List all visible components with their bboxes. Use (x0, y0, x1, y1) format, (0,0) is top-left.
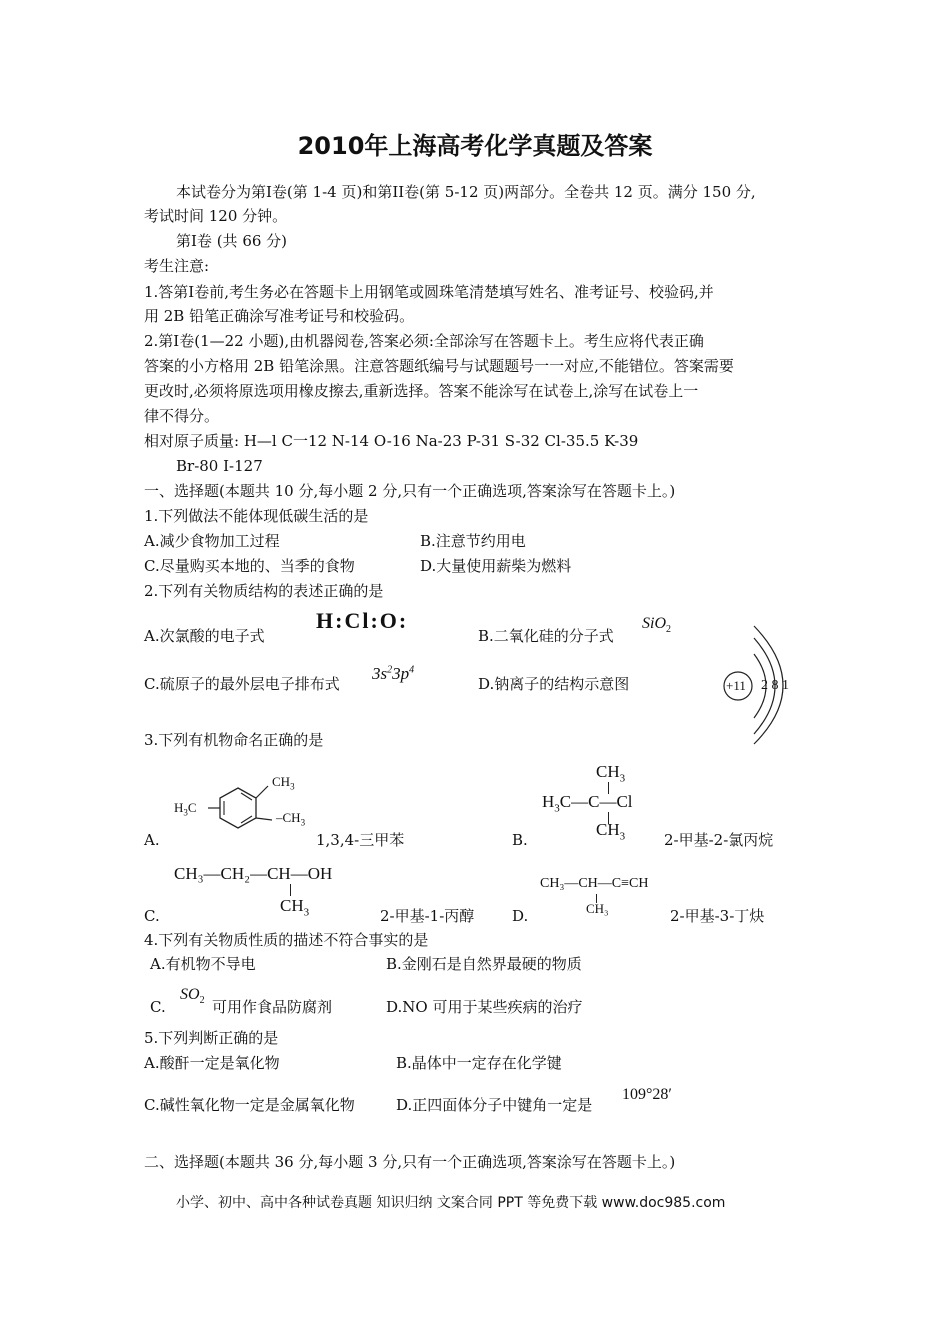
q5-option-c: C.碱性氧化物一定是金属氧化物 (144, 1096, 355, 1114)
atomic-mass-line-2: Br-80 I-127 (176, 457, 263, 475)
q4-option-b: B.金刚石是自然界最硬的物质 (386, 955, 582, 973)
q3-option-a-name: 1,3,4-三甲苯 (316, 831, 405, 849)
q5-option-b: B.晶体中一定存在化学键 (396, 1054, 562, 1072)
hclo-electron-formula: H:Cl:O: (316, 608, 409, 633)
note-2a: 2.第Ⅰ卷(1—22 小题),由机器阅卷,答案必须:全部涂写在答题卡上。考生应将代表正确 (144, 332, 704, 350)
q3-option-c-label: C. (144, 907, 160, 925)
q2-option-b: B.二氧化硅的分子式 (478, 627, 614, 645)
q1-option-b: B.注意节约用电 (420, 532, 526, 550)
q4-option-c-text: 可用作食品防腐剂 (212, 998, 333, 1016)
q4-stem: 4.下列有关物质性质的描述不符合事实的是 (144, 931, 429, 949)
b-bottom-ch3: $CH_3$ (596, 820, 626, 843)
q4-option-c-label: C. (150, 998, 166, 1016)
propanol-branch: $CH_3$ (280, 896, 310, 919)
q3-option-b-label: B. (512, 831, 528, 849)
q2-option-a: A.次氯酸的电子式 (144, 627, 265, 645)
q2-option-d: D.钠离子的结构示意图 (478, 675, 630, 693)
sulfur-config-formula: $3s^23p^4$ (372, 664, 415, 683)
q3-option-c-name: 2-甲基-1-丙醇 (380, 907, 475, 925)
q1-option-c: C.尽量购买本地的、当季的食物 (144, 557, 355, 575)
q1-option-d: D.大量使用薪柴为燃料 (420, 557, 572, 575)
section-2-heading: 二、选择题(本题共 36 分,每小题 3 分,只有一个正确选项,答案涂写在答题卡上。) (144, 1153, 676, 1171)
b-top-ch3: $CH_3$ (596, 762, 626, 785)
q3-option-a-label: A. (144, 831, 160, 849)
q3-option-d-name: 2-甲基-3-丁炔 (670, 907, 765, 925)
q5-option-a: A.酸酐一定是氧化物 (144, 1054, 280, 1072)
note-2d: 律不得分。 (144, 407, 220, 425)
notes-heading: 考生注意: (144, 257, 210, 275)
so2-formula: $SO_2$ (180, 986, 205, 1007)
q2-stem: 2.下列有关物质结构的表述正确的是 (144, 582, 384, 600)
q3-option-d-label: D. (512, 907, 529, 925)
intro-line-2: 考试时间 120 分钟。 (144, 207, 288, 225)
part1-heading: 第Ⅰ卷 (共 66 分) (176, 232, 288, 250)
page-title: 2010年上海高考化学真题及答案 (297, 132, 653, 160)
note-1a: 1.答第Ⅰ卷前,考生务必在答题卡上用钢笔或圆珠笔清楚填写姓名、准考证号、校验码,并 (144, 283, 714, 301)
b-row: $H_3C—C—Cl$ (542, 792, 633, 815)
q3-option-b-name: 2-甲基-2-氯丙烷 (664, 831, 774, 849)
footer-text: 小学、初中、高中各种试卷真题 知识归纳 文案合同 PPT 等免费下载 www.doc985.com (176, 1195, 726, 1211)
butyne-branch: CH₃ (586, 901, 609, 916)
atomic-mass-line-1: 相对原子质量: H—l C一12 N-14 O-16 Na-23 P-31 S-32 Cl-35.5 K-39 (144, 432, 639, 450)
sio2-formula: SiO$_2$ (642, 615, 671, 636)
q2-option-c: C.硫原子的最外层电子排布式 (144, 675, 340, 693)
propanol-branch-bond (290, 884, 291, 896)
note-2b: 答案的小方格用 2B 铅笔涂黑。注意答题纸编号与试题题号一一对应,不能错位。答案需要 (144, 357, 734, 375)
sodium-shell-counts: 2 8 1 (761, 678, 789, 693)
intro-line-1: 本试卷分为第Ⅰ卷(第 1-4 页)和第ⅠI卷(第 5-12 页)两部分。全卷共 12 页。满分 150 分, (176, 183, 756, 201)
section-1-heading: 一、选择题(本题共 10 分,每小题 2 分,只有一个正确选项,答案涂写在答题卡上。) (144, 482, 676, 500)
q5-stem: 5.下列判断正确的是 (144, 1029, 279, 1047)
q1-option-a: A.减少食物加工过程 (144, 532, 280, 550)
q4-option-a: A.有机物不导电 (150, 955, 256, 973)
ch3-right-label: $-CH_3$ (276, 810, 306, 828)
bond-angle-value: 109°28′ (622, 1086, 672, 1103)
q1-stem: 1.下列做法不能体现低碳生活的是 (144, 507, 369, 525)
sodium-nucleus-label: +11 (726, 678, 746, 693)
q5-option-d: D.正四面体分子中键角一定是 (396, 1096, 593, 1114)
ch3-top-label: $CH_3$ (272, 774, 295, 792)
q3-stem: 3.下列有机物命名正确的是 (144, 731, 324, 749)
chloropropane-structure (542, 762, 652, 842)
h3c-left-label: $H_3C$ (174, 800, 197, 818)
note-1b: 用 2B 铅笔正确涂写准考证号和校验码。 (144, 307, 415, 325)
q4-option-d: D.NO 可用于某些疾病的治疗 (386, 998, 583, 1016)
note-2c: 更改时,必须将原选项用橡皮擦去,重新选择。答案不能涂写在试卷上,涂写在试卷上一 (144, 382, 699, 400)
butyne-chain: CH₃—CH—C≡CH (540, 876, 649, 891)
propanol-chain: CH₃—CH₂—CH—OH (174, 864, 333, 883)
